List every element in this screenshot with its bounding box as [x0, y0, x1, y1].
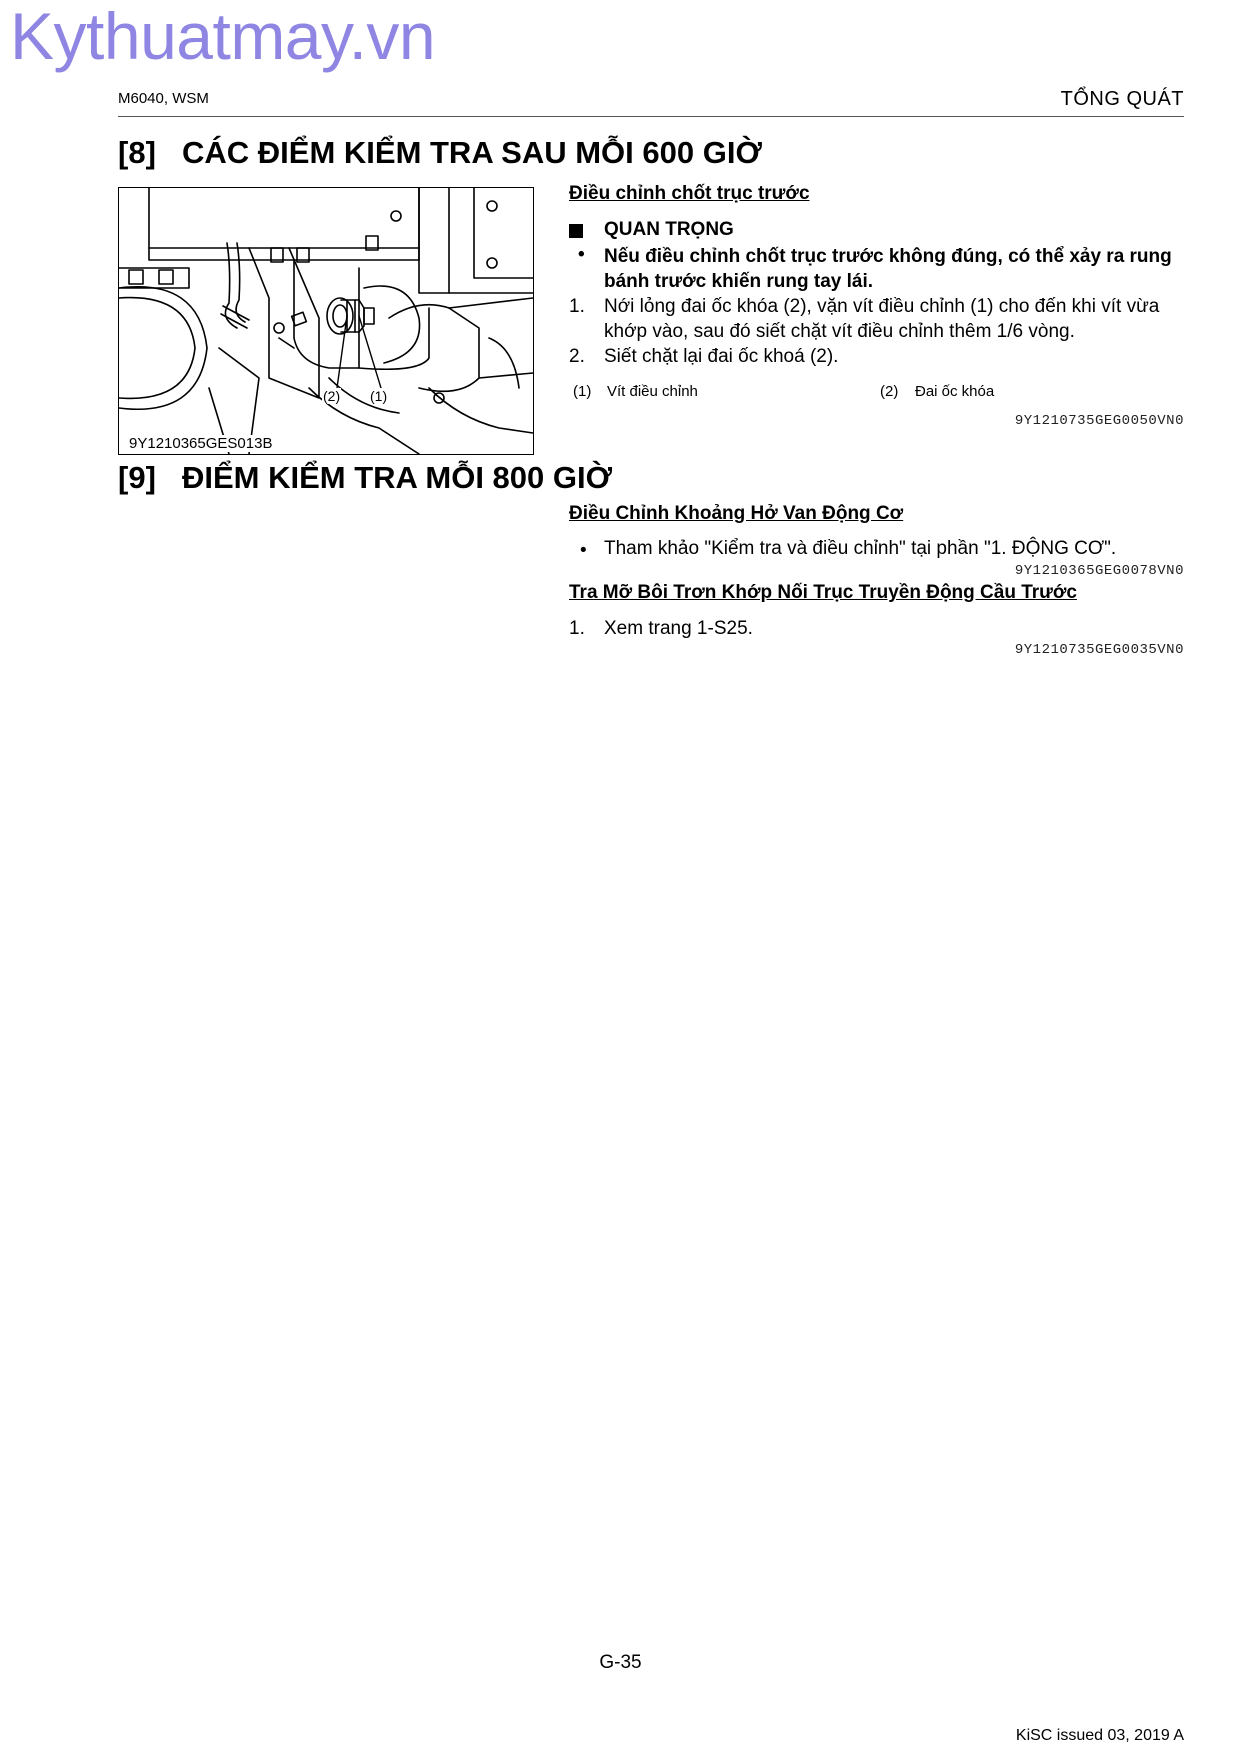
section-8-title — [118, 135, 762, 171]
front-drive-grease-heading: Tra Mỡ Bôi Trơn Khớp Nối Trục Truyền Động Cầu Trước — [569, 582, 1077, 603]
front-axle-pivot-figure — [118, 187, 534, 455]
legend-1-number: (1) — [573, 383, 592, 400]
section-9-number: [9] — [118, 460, 156, 495]
important-square-icon — [569, 224, 583, 238]
important-text: Nếu điều chỉnh chốt trục trước không đúng, có thể xảy ra rung bánh trước khiến rung tay lái. — [604, 246, 1172, 292]
page-number: G-35 — [599, 1652, 642, 1673]
step-1-text: Nới lỏng đai ốc khóa (2), vặn vít điều chỉnh (1) cho đến khi vít vừa khớp vào, sau đó siết chặt vít điều chỉnh thêm 1/6 vòng. — [604, 296, 1160, 342]
header-model: M6040, WSM — [118, 90, 209, 107]
important-bullet: • — [578, 244, 585, 265]
section-8-heading: CÁC ĐIỂM KIỂM TRA SAU MỖI 600 GIỜ — [182, 135, 762, 170]
figure-code: 9Y1210365GES013B — [129, 435, 273, 452]
legend-1-text: Vít điều chỉnh — [607, 383, 698, 400]
valve-clearance-heading: Điều Chỉnh Khoảng Hở Van Động Cơ — [569, 503, 904, 524]
front-drive-step-number: 1. — [569, 618, 585, 639]
step-1-number: 1. — [569, 296, 585, 317]
header-chapter: TỔNG QUÁT — [1060, 88, 1184, 110]
front-axle-illustration — [119, 188, 533, 454]
front-drive-ref-code: 9Y1210735GEG0035VN0 — [1014, 642, 1184, 658]
front-axle-adjust-heading: Điều chỉnh chốt trục trước — [569, 183, 810, 204]
header-rule — [118, 116, 1184, 117]
callout-2: (2) — [323, 388, 341, 404]
legend-2-text: Đai ốc khóa — [915, 383, 995, 400]
section-8-ref-code: 9Y1210735GEG0050VN0 — [1014, 413, 1184, 429]
footer-issue: KiSC issued 03, 2019 A — [1015, 1727, 1184, 1744]
valve-clearance-bullet: • — [580, 540, 587, 561]
legend-2-number: (2) — [880, 383, 899, 400]
important-label: QUAN TRỌNG — [604, 219, 734, 240]
valve-clearance-ref-code: 9Y1210365GEG0078VN0 — [1014, 563, 1184, 579]
callout-1: (1) — [370, 388, 388, 404]
valve-clearance-text: Tham khảo "Kiểm tra và điều chỉnh" tại phần "1. ĐỘNG CƠ". — [604, 538, 1117, 559]
step-2-number: 2. — [569, 346, 585, 367]
section-9-heading: ĐIỂM KIỂM TRA MỖI 800 GIỜ — [182, 460, 613, 495]
section-8-number: [8] — [118, 135, 156, 170]
watermark: Kythuatmay.vn — [10, 0, 436, 73]
step-2-text: Siết chặt lại đai ốc khoá (2). — [604, 346, 839, 367]
section-9-title — [118, 460, 612, 496]
front-drive-step-text: Xem trang 1-S25. — [604, 618, 753, 639]
